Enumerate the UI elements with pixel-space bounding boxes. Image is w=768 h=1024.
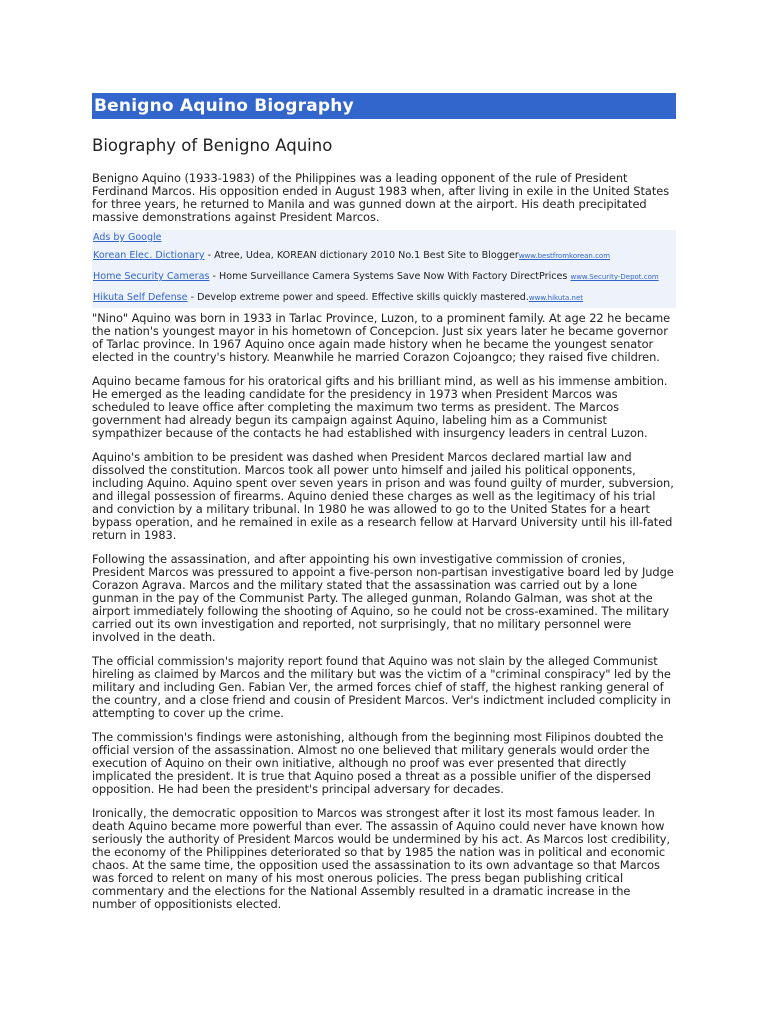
intro-paragraph: Benigno Aquino (1933-1983) of the Philippines was a leading opponent of the rule of President Ferdinand Marcos. His opposition ended in August 1983 when, after living in exile in the United States for three years, he returned to Manila and was gunned down at the airport. His death precipitated massive demonstrations against President Marcos.	[92, 171, 670, 224]
article-subtitle: Biography of Benigno Aquino	[92, 136, 333, 155]
body-paragraph: "Nino" Aquino was born in 1933 in Tarlac Province, Luzon, to a prominent family. At age 22 he became the nation's youngest mayor in his hometown of Concepcion. Just six years later he became governor of Tarlac province. In 1967 Aquino once again made history when he became the youngest senator elected in the country's history. Meanwhile he married Corazon Cojoangco; they raised five children.	[92, 311, 671, 364]
body-paragraph: Following the assassination, and after appointing his own investigative commission of cronies, President Marcos was pressured to appoint a five-person non-partisan investigative board led by Judge Corazon Agrava. Marcos and the military stated that the assassination was carried out by a lone gunman in the pay of the Communist Party. The alleged gunman, Rolando Galman, was shot at the airport immediately following the shooting of Aquino, so he could not be cross-examined. The military carried out its own investigation and reported, not surprisingly, that no military personnel were involved in the death.	[92, 552, 674, 644]
ad-text: - Home Surveillance Camera Systems Save Now With Factory DirectPrices	[209, 271, 571, 282]
ads-by-google-link[interactable]: Ads by Google	[93, 232, 162, 243]
ad-url[interactable]: www.hikuta.net	[528, 294, 584, 302]
ad-url[interactable]: www.Security-Depot.com	[570, 273, 659, 281]
body-paragraph: Aquino's ambition to be president was dashed when President Marcos declared martial law and dissolved the constitution. Marcos took all power unto himself and jailed his political opponents, including Aquino. Aquino spent over seven years in prison and was found guilty of murder, subversion, and illegal possession of firearms. Aquino denied these charges as well as the legitimacy of his trial and conviction by a military tribunal. In 1980 he was allowed to go to the United States for a heart bypass operation, and he remained in exile as a research fellow at Harvard University until his ill-fated return in 1983.	[92, 450, 674, 542]
ad-link[interactable]: Korean Elec. Dictionary	[93, 250, 205, 261]
ad-text: - Atree, Udea, KOREAN dictionary 2010 No.1 Best Site to Blogger	[204, 250, 519, 261]
body-paragraph: Ironically, the democratic opposition to Marcos was strongest after it lost its most famous leader. In death Aquino became more powerful than ever. The assassin of Aquino could never have known how seriously the authority of President Marcos would be undermined by his act. As Marcos lost credibility, the economy of the Philippines deteriorated so that by 1985 the nation was in political and economic chaos. At the same time, the opposition used the assassination to its own advantage so that Marcos was forced to relent on many of his most onerous policies. The press began publishing critical commentary and the elections for the National Assembly resulted in a dramatic increase in the number of oppositionists elected.	[92, 806, 671, 911]
ad-link[interactable]: Home Security Cameras	[93, 271, 210, 282]
body-paragraph: The commission's findings were astonishing, although from the beginning most Filipinos doubted the official version of the assassination. Almost no one believed that military generals would order the execution of Aquino on their own initiative, although no proof was ever presented that directly implicated the president. It is true that Aquino posed a threat as a possible unifier of the dispersed opposition. He had been the president's principal adversary for decades.	[92, 730, 664, 796]
ad-text: - Develop extreme power and speed. Effective skills quickly mastered.	[187, 292, 529, 303]
ad-item	[92, 266, 676, 287]
document-page	[92, 93, 676, 911]
ad-block	[92, 230, 676, 308]
ad-link[interactable]: Hikuta Self Defense	[93, 292, 188, 303]
ad-item	[92, 287, 676, 308]
ad-item	[92, 245, 676, 266]
ad-url[interactable]: www.bestfromkorean.com	[518, 252, 611, 260]
body-paragraph: The official commission's majority report found that Aquino was not slain by the alleged Communist hireling as claimed by Marcos and the military but was the victim of a "criminal conspiracy" led by the military and including Gen. Fabian Ver, the armed forces chief of staff, the highest ranking general of the country, and a close friend and cousin of President Marcos. Ver's indictment included complicity in attempting to cover up the crime.	[92, 654, 671, 720]
body-paragraph: Aquino became famous for his oratorical gifts and his brilliant mind, as well as his immense ambition. He emerged as the leading candidate for the presidency in 1973 when President Marcos was scheduled to leave office after completing the maximum two terms as president. The Marcos government had already begun its campaign against Aquino, labeling him as a Communist sympathizer because of the contacts he had established with insurgency leaders in central Luzon.	[92, 374, 668, 440]
page-title: Benigno Aquino Biography	[92, 93, 676, 119]
